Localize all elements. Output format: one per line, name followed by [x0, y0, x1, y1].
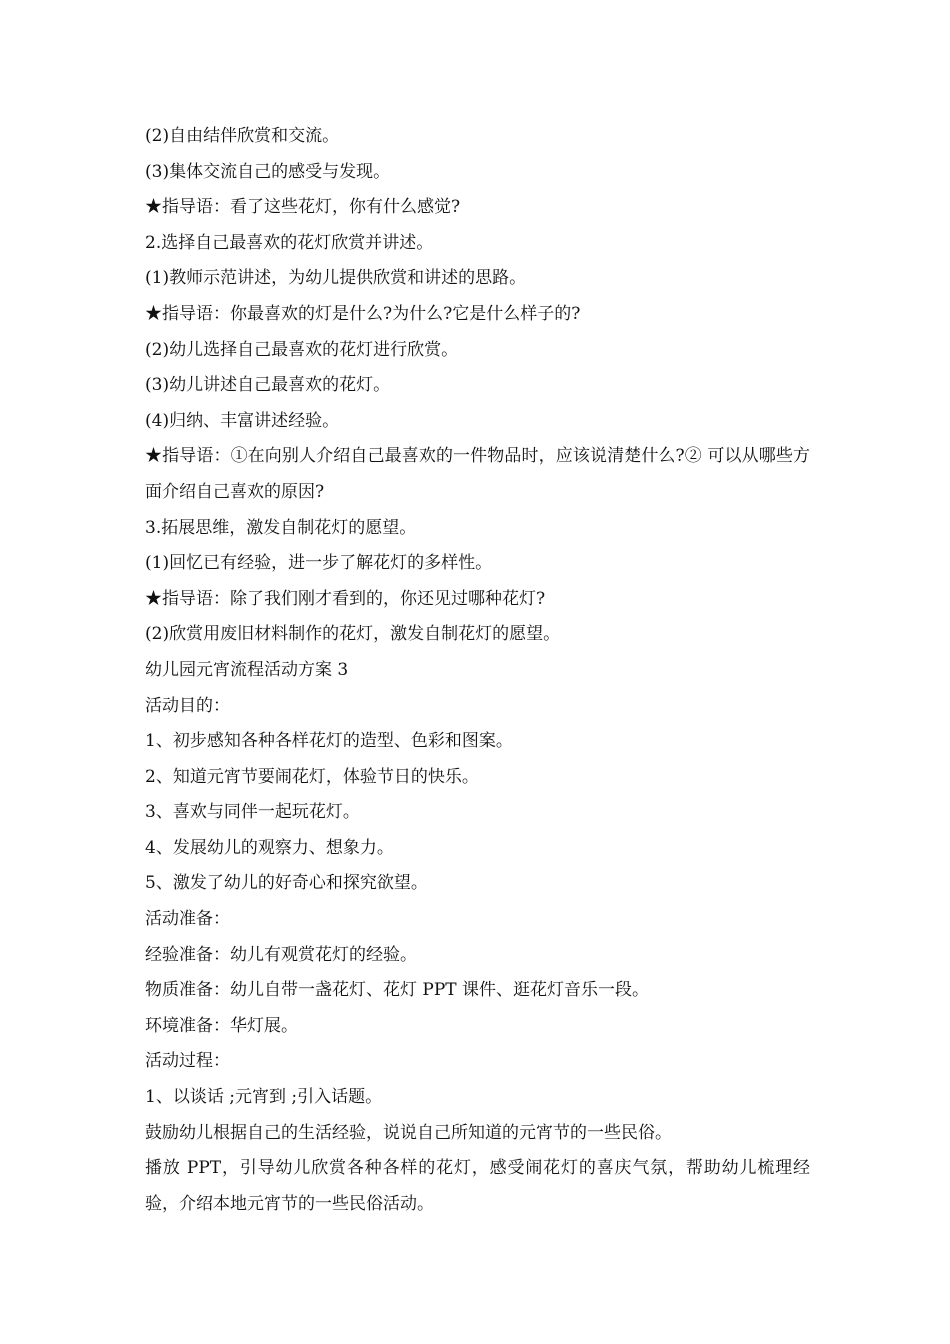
paragraph: 播放 PPT，引导幼儿欣赏各种各样的花灯，感受闹花灯的喜庆气氛，帮助幼儿梳理经验，介绍本地元宵节的一些民俗活动。: [145, 1158, 810, 1214]
list-item: 1、以谈话 ;元宵到 ;引入话题。: [145, 1087, 383, 1108]
document-body: [145, 119, 810, 1222]
paragraph: (3)幼儿讲述自己最喜欢的花灯。: [145, 375, 391, 396]
list-item: 4、发展幼儿的观察力、想象力。: [145, 837, 394, 858]
list-item: 2、知道元宵节要闹花灯，体验节日的快乐。: [145, 766, 479, 787]
plan-title: 幼儿园元宵流程活动方案 3: [145, 659, 349, 680]
section-heading: 2.选择自己最喜欢的花灯欣赏并讲述。: [145, 232, 434, 253]
list-item: 3、喜欢与同伴一起玩花灯。: [145, 802, 360, 823]
paragraph: (2)幼儿选择自己最喜欢的花灯进行欣赏。: [145, 339, 459, 360]
section-label: 活动准备：: [145, 909, 230, 930]
guidance-line: ★指导语：你最喜欢的灯是什么?为什么?它是什么样子的?: [145, 303, 581, 324]
section-label: 活动过程：: [145, 1051, 230, 1072]
list-item: 1、初步感知各种各样花灯的造型、色彩和图案。: [145, 731, 513, 752]
paragraph: 经验准备：幼儿有观赏花灯的经验。: [145, 944, 417, 965]
paragraph: (1)回忆已有经验，进一步了解花灯的多样性。: [145, 553, 493, 574]
paragraph: 鼓励幼儿根据自己的生活经验，说说自己所知道的元宵节的一些民俗。: [145, 1122, 672, 1143]
paragraph: (1)教师示范讲述，为幼儿提供欣赏和讲述的思路。: [145, 268, 527, 289]
section-label: 活动目的：: [145, 695, 230, 716]
paragraph: (2)自由结伴欣赏和交流。: [145, 126, 340, 146]
guidance-line: ★指导语：①在向别人介绍自己最喜欢的一件物品时，应该说清楚什么?② 可以从哪些方面介绍自己喜欢的原因?: [145, 446, 810, 502]
guidance-line: ★指导语：看了这些花灯，你有什么感觉?: [145, 197, 461, 218]
paragraph: (3)集体交流自己的感受与发现。: [145, 161, 391, 182]
paragraph: 物质准备：幼儿自带一盏花灯、花灯 PPT 课件、逛花灯音乐一段。: [145, 980, 650, 1001]
paragraph: (4)归纳、丰富讲述经验。: [145, 410, 340, 431]
section-heading: 3.拓展思维，激发自制花灯的愿望。: [145, 517, 417, 538]
list-item: 5、激发了幼儿的好奇心和探究欲望。: [145, 873, 428, 894]
paragraph: (2)欣赏用废旧材料制作的花灯，激发自制花灯的愿望。: [145, 624, 561, 645]
guidance-line: ★指导语：除了我们刚才看到的，你还见过哪种花灯?: [145, 588, 546, 609]
paragraph: 环境准备：华灯展。: [145, 1015, 298, 1036]
